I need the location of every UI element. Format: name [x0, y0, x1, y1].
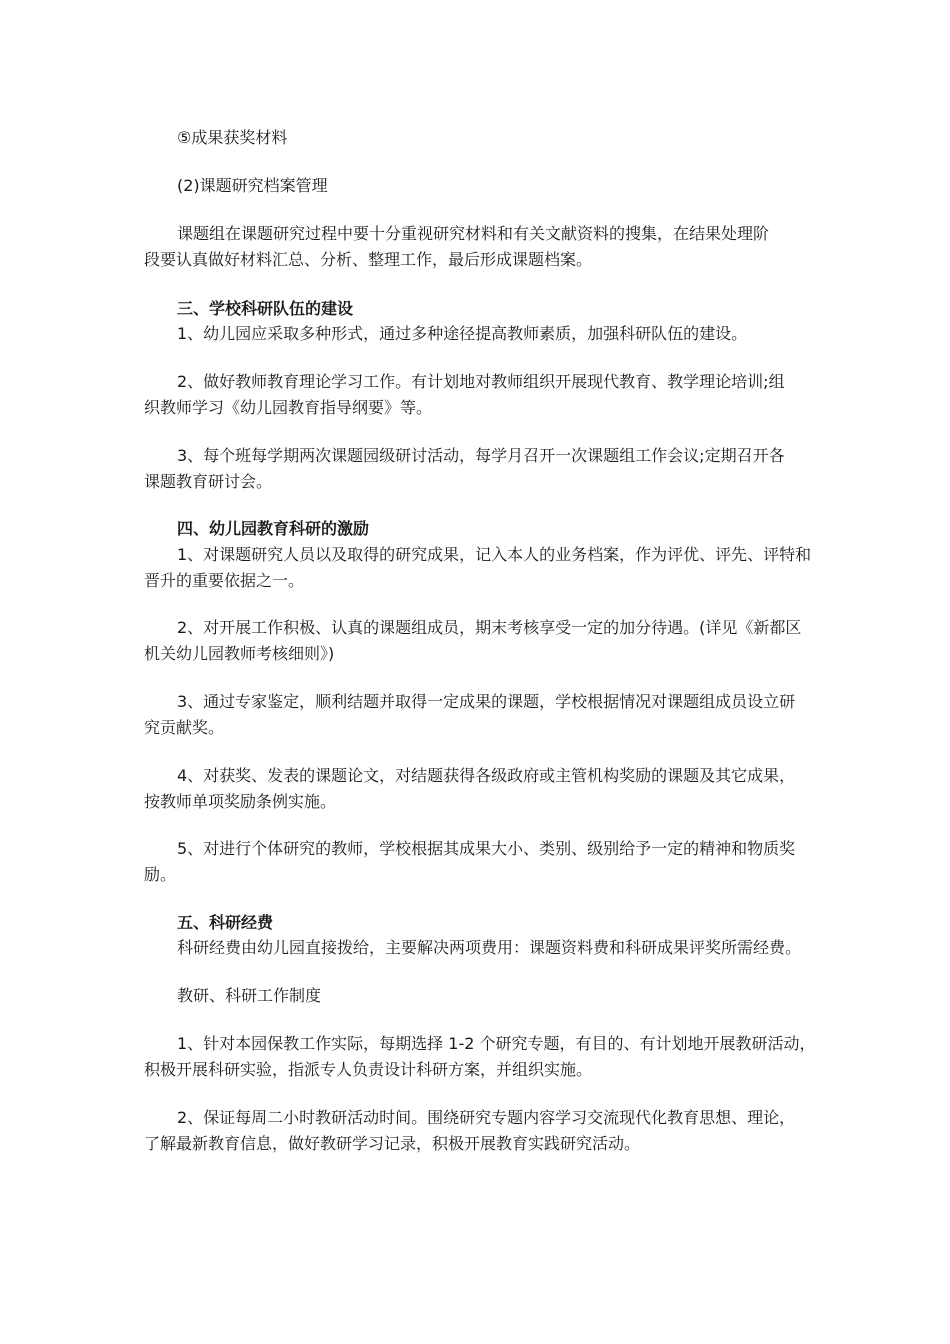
paragraph-team-item-2: 2、做好教师教育理论学习工作。有计划地对教师组织开展现代教育、教学理论培训;组 织教师学习《幼儿园教育指导纲要》等。 — [144, 372, 785, 417]
paragraph-heading-work-system: 教研、科研工作制度 — [177, 986, 322, 1005]
section-heading-incentives: 四、幼儿园教育科研的激励 — [177, 519, 370, 538]
paragraph-incentive-item-4: 4、对获奖、发表的课题论文，对结题获得各级政府或主管机构奖励的课题及其它成果， 按教师单项奖励条例实施。 — [144, 766, 796, 811]
paragraph-incentive-item-3: 3、通过专家鉴定，顺利结题并取得一定成果的课题，学校根据情况对课题组成员设立研 究贡献奖。 — [144, 692, 796, 737]
section-heading-research-funds: 五、科研经费 — [177, 913, 274, 932]
paragraph-incentive-item-5: 5、对进行个体研究的教师，学校根据其成果大小、类别、级别给予一定的精神和物质奖 励。 — [144, 839, 796, 884]
section-heading-research-team: 三、学校科研队伍的建设 — [177, 299, 354, 318]
paragraph-team-item-1: 1、幼儿园应采取多种形式，通过多种途径提高教师素质，加强科研队伍的建设。 — [177, 324, 748, 343]
paragraph-archive-content: 课题组在课题研究过程中要十分重视研究材料和有关文献资料的搜集，在结果处理阶 段要认真做好材料汇总、分析、整理工作，最后形成课题档案。 — [144, 224, 770, 269]
paragraph-team-item-3: 3、每个班每学期两次课题园级研讨活动，每学月召开一次课题组工作会议;定期召开各 课题教育研讨会。 — [144, 446, 785, 491]
paragraph-heading-archive-management: (2)课题研究档案管理 — [177, 176, 328, 195]
paragraph-incentive-item-1: 1、对课题研究人员以及取得的研究成果，记入本人的业务档案，作为评优、评先、评特和 晋升的重要依据之一。 — [144, 545, 812, 590]
paragraph-incentive-item-2: 2、对开展工作积极、认真的课题组成员，期末考核享受一定的加分待遇。(详见《新都区 机关幼儿园教师考核细则》) — [144, 618, 802, 663]
paragraph-funds-content: 科研经费由幼儿园直接拨给，主要解决两项费用：课题资料费和科研成果评奖所需经费。 — [177, 938, 802, 957]
paragraph-award-materials: ⑤成果获奖材料 — [177, 128, 288, 147]
paragraph-system-item-2: 2、保证每周二小时教研活动时间。围绕研究专题内容学习交流现代化教育思想、理论， 了解最新教育信息，做好教研学习记录，积极开展教育实践研究活动。 — [144, 1108, 796, 1153]
paragraph-system-item-1: 1、针对本园保教工作实际，每期选择 1-2 个研究专题，有目的、有计划地开展教研活动， 积极开展科研实验，指派专人负责设计科研方案，并组织实施。 — [144, 1034, 816, 1079]
